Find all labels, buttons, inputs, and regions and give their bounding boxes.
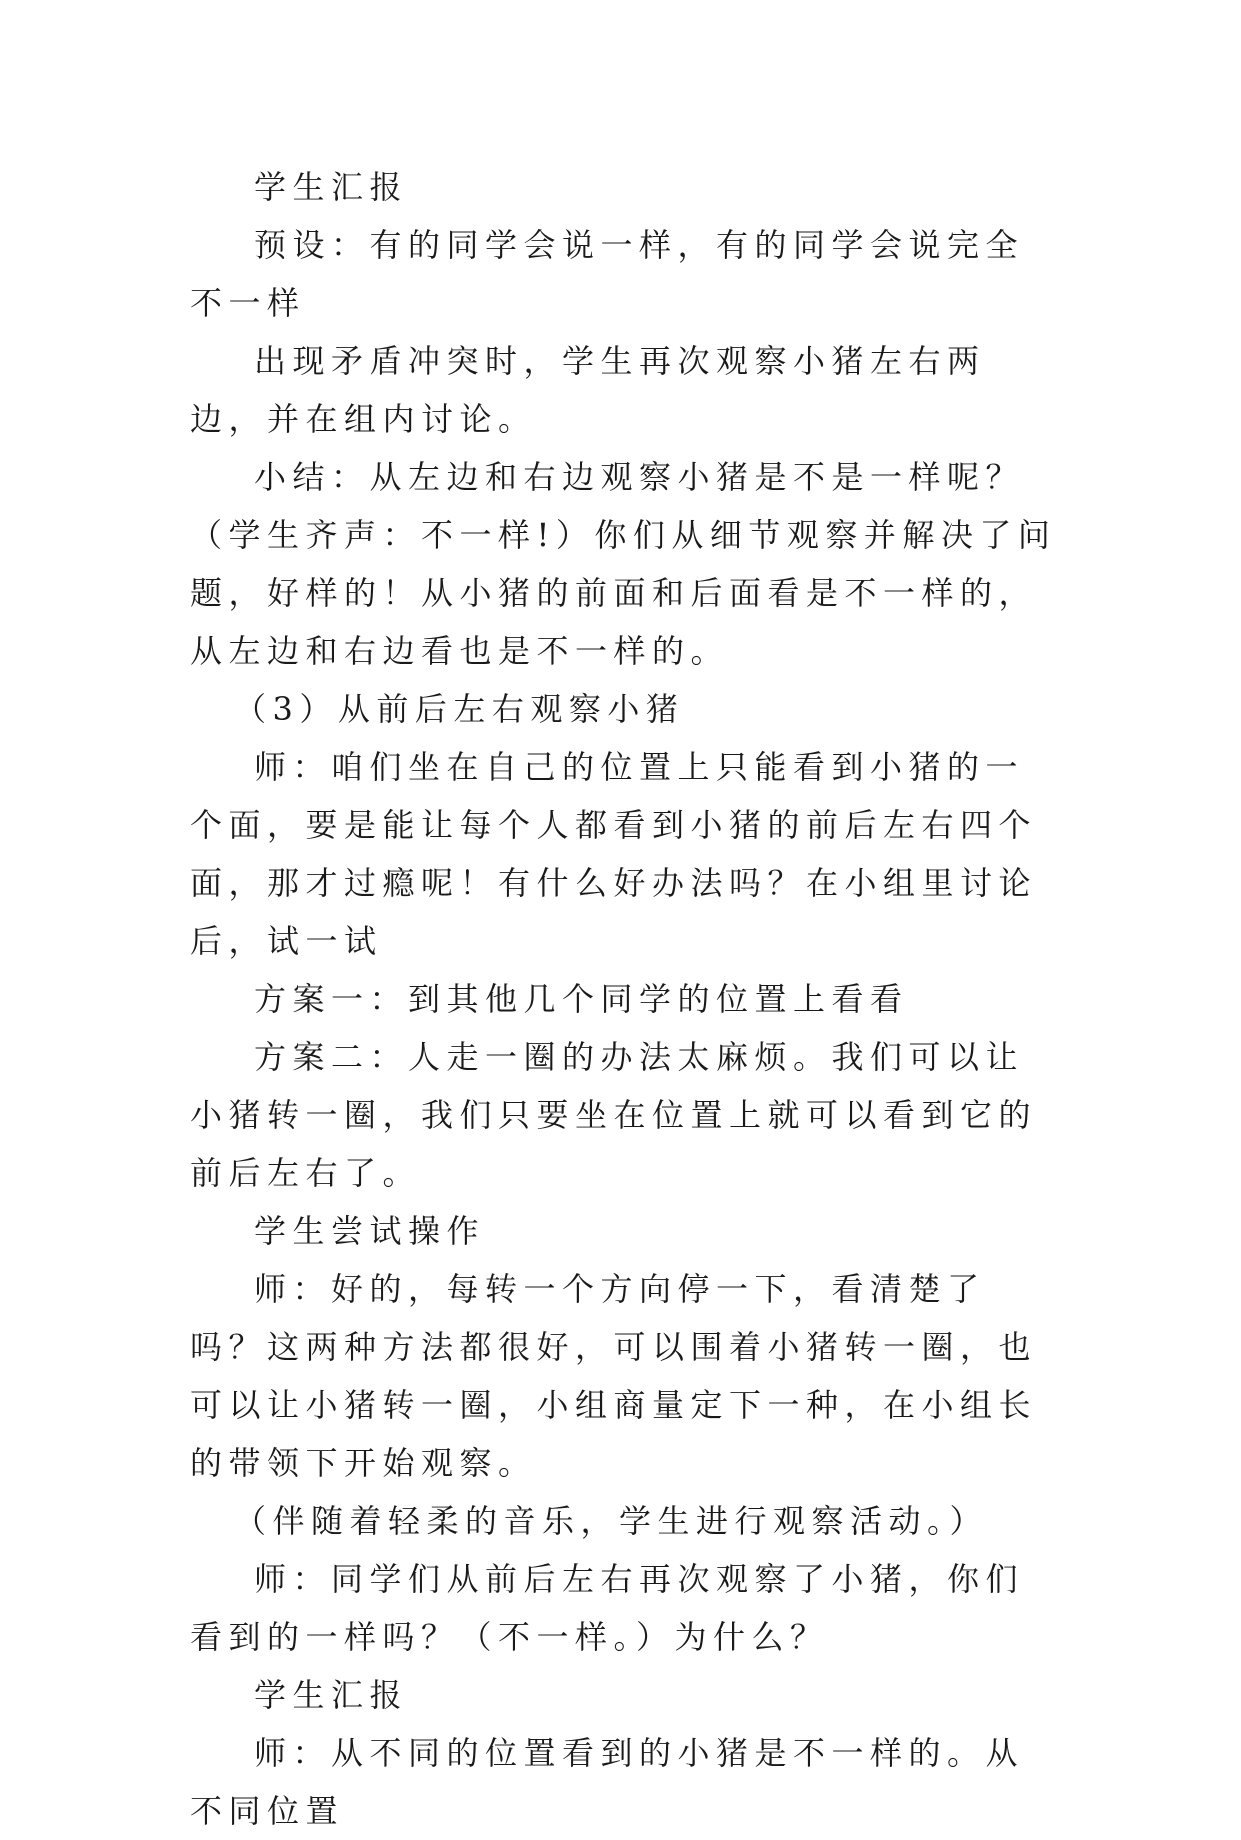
paragraph: 师：好的，每转一个方向停一下，看清楚了吗？这两种方法都很好，可以围着小猪转一圈，也可以让小猪转一圈，小组商量定下一种，在小组长的带领下开始观察。: [190, 1270, 1038, 1482]
paragraph: 方案一：到其他几个同学的位置上看看: [254, 980, 909, 1018]
paragraph: 师：从不同的位置看到的小猪是不一样的。从不同位置: [190, 1734, 1025, 1830]
paragraph: 学生汇报: [254, 168, 409, 206]
paragraph: 师：咱们坐在自己的位置上只能看到小猪的一个面，要是能让每个人都看到小猪的前后左右四个面，那才过瘾呢！有什么好办法吗？在小组里讨论后，试一试: [190, 748, 1038, 960]
paragraph: 师：同学们从前后左右再次观察了小猪，你们看到的一样吗？（不一样。）为什么？: [190, 1560, 1025, 1656]
paragraph: 预设：有的同学会说一样，有的同学会说完全不一样: [190, 226, 1025, 322]
paragraph: 学生汇报: [254, 1676, 409, 1714]
stage-direction: （伴随着轻柔的音乐，学生进行观察活动。）: [234, 1502, 989, 1540]
paragraph: 学生尝试操作: [254, 1212, 486, 1250]
paragraph: 出现矛盾冲突时，学生再次观察小猪左右两边，并在组内讨论。: [190, 342, 986, 438]
paragraph: 小结：从左边和右边观察小猪是不是一样呢？（学生齐声：不一样!）你们从细节观察并解决了问题，好样的！从小猪的前面和后面看是不一样的，从左边和右边看也是不一样的。: [190, 458, 1057, 670]
document-body: [190, 158, 1060, 1840]
paragraph: 方案二：人走一圈的办法太麻烦。我们可以让小猪转一圈，我们只要坐在位置上就可以看到它的前后左右了。: [190, 1038, 1038, 1192]
section-heading: （3）从前后左右观察小猪: [234, 690, 685, 728]
